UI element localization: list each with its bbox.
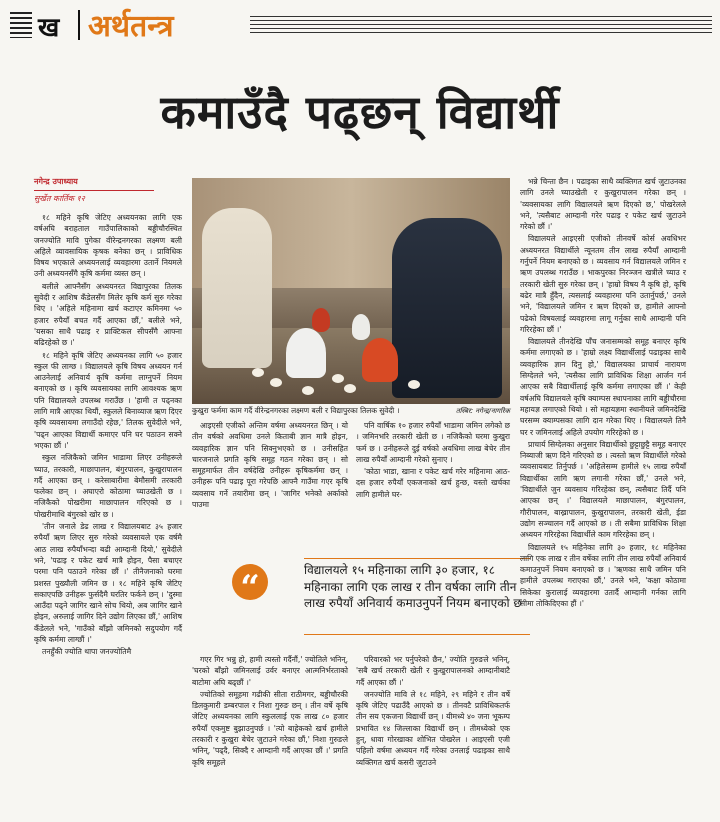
photo-chick bbox=[302, 386, 314, 395]
byline bbox=[34, 176, 154, 205]
col4-paragraph: भन्ने चिन्ता छैन । पढाइका साथै व्यक्तिगत खर्च जुटाउनका लागि उनले च्याउखेती र कुखुरापालन गरेका छन् । 'व्यवसायका लागि विद्यालयले ऋण दिएको छ,' पोखरेलले भने, 'त्यसैबाट आम्दानी गरेर पढाइ र पकेट खर्च जुटाउने गरेको छौं ।' bbox=[520, 177, 686, 232]
photo-chick bbox=[408, 380, 420, 389]
byline-dateline: सुर्खेत कार्तिक १२ bbox=[34, 194, 85, 203]
masthead-kha-logo: ख bbox=[38, 13, 60, 43]
photo-feeder bbox=[362, 338, 398, 382]
col3-paragraph: 'कोठा भाडा, खाना र पकेट खर्च गरेर महिनामा आठ-दस हजार रुपैयाँ एकजनाको खर्च हुन्छ, यस्तो खर्चका लागि हामीले घर- bbox=[356, 467, 510, 499]
col4-paragraph: विद्यालयले तीनदेखि पाँच जनासम्मको समूह बनाएर कृषि कर्ममा लगाएको छ । 'हाम्रो लक्ष्य विद्यार्थीलाई पढाइका साथै व्यवहारिक ज्ञान दिनु हो,' विद्यालयका प्राचार्य नारायण सिग्देलले भने, 'त्यसैका लागि प्राविधिक शिक्षा आर्जन गर्न आएका सबै विद्यार्थीलाई कृषि कर्ममा लगाएका छौं ।' केही वर्षअघि विद्यालयले कृषि क्याम्पस स्थापनाका लागि बड्डीचौरमा महायज्ञ लगाएको थियो । सो महायज्ञमा स्थानीयले जमिनदेखि घरसम्म क्याम्पसका लागि दान गरेका थिए । विद्यालयले तिनै घर र जमिनलाई अहिले उपयोग गरिरहेको छ । bbox=[520, 337, 686, 437]
masthead-lines-ornament bbox=[10, 12, 32, 38]
col4-paragraph: विद्यालयले आइएसी एजीको तीनवर्षे कोर्स अवधिभर अध्ययनरत विद्यार्थीले न्यूनतम तीन लाख रुपैयाँ आम्दानी गर्नुपर्ने नियम बनाएको छ । व्यवसाय गर्न विद्यालयले जमिन र ऋण उपलब्ध गराउँछ । भाकपुरका निरञ्जन खत्रीले च्याउ र तरकारी खेती सुरु गरेका छन् । 'हाम्रो विषय नै कृषि हो, कृषि बढेर मात्रै हुँदैन, त्यसलाई व्यवहारमा पनि उतार्नुपर्छ,' उनले भने, 'विद्यालयले जमिन र ऋण दिएको छ, हामीले आफ्नो पढेको विषयलाई व्यवहारमा लागू गर्नुका साथै आम्दानी पनि गरिरहेका छौं ।' bbox=[520, 234, 686, 334]
article-column-4 bbox=[520, 176, 686, 610]
byline-author: नगेन्द्र उपाध्याय bbox=[34, 177, 78, 186]
article-headline: कमाउँदै पढ्छन् विद्यार्थी bbox=[160, 85, 560, 139]
masthead-divider bbox=[78, 10, 80, 40]
photo-person-left bbox=[202, 208, 272, 368]
photo-feeder bbox=[312, 308, 330, 332]
article-column-1 bbox=[34, 212, 182, 659]
col1-paragraph: स्कुल नजिकैको जमिन भाडामा लिएर उनीहरूले च्याउ, तरकारी, माछापालन, बंगुरपालन, कुखुरापालन गर्दै आएका छन् । करेसाबारीमा बेमौसमी तरकारी फलेका छन् । अघाएरो कोठामा च्याउखेती छ । नजिकैको पोखरीमा माछापालन गरिएको छ । पोखरीमाथि बंगुरको खोर छ । bbox=[34, 453, 182, 519]
col4-paragraph: प्राचार्य सिग्देलका अनुसार विद्यार्थीको छुट्टाछुट्टै समूह बनाएर निब्याजी ऋण दिने गरिएको छ । त्यस्तो ऋण विद्यार्थीले गरेको व्यवसायबाट तिर्नुपर्छ । 'अहिलेसम्म हामीले १५ लाख रुपैयाँ विद्यार्थीका लागि ऋण लगानी गरेका छौं,' उनले भने, 'विद्यार्थीले जुन व्यवसाय गरिरहेका छन्, त्यसैबाट तिर्दै पनि आएका छन् ।' विद्यालयले माछापालन, बंगुरपालन, गौरीपालन, बाख्रापालन, कुखुरापालन, तरकारी खेती, ईडा उद्योग सञ्चालन गर्दै आएको छ । ती सबैमा प्राविधिक शिक्षा अध्ययन गरिरहेका विद्यार्थीले काम गरिरहेका छन् । bbox=[520, 439, 686, 540]
photo-feeder bbox=[286, 328, 326, 378]
col3-paragraph: परिवारको भर पर्नुपरेको छैन,' ज्योति गुरुङले भनिन्, 'सबै खर्च तरकारी खेती र कुखुरापालनको आम्दानीबाटै गर्दै आएका छौं ।' bbox=[356, 655, 510, 687]
masthead bbox=[0, 0, 720, 50]
col1-paragraph: 'तीन जनाले डेढ लाख र विद्यालयबाट ३५ हजार रुपैयाँ ऋण लिएर सुरु गरेको व्यवसायले एक वर्षमै आठ लाख रुपैयाँभन्दा बढी आम्दानी दियो,' सुवेदीले भने, 'पढाइ र पकेट खर्च मात्रै होइन, पैसा बचाएर परमा पनि पठाउने गरेका छौं ।' तीनैजनाको घरमा प्रशस्त पुख्यौली जमिन छ । १८ महिने कृषि जेटिए सकाएपछि उनीहरू फुर्सदैमै घरतिर फर्कने छन् । 'दुस्मा आउँदा पढ्ने जागिर खाने सोच थियो, अब जागिर खाने होइन, अरुलाई जागिर दिने उद्योग लिएका छौं,' आशिष कँडेलले भने, 'गाउँको बाँझो जमिनको सदुपयोग गर्दै कृषि कर्ममा लाग्छौं ।' bbox=[34, 522, 182, 644]
byline-rule bbox=[34, 190, 154, 191]
article-column-3-top bbox=[356, 420, 510, 501]
col2-paragraph: ज्योतिको समूहमा गढीकी सीता राठीमगर, बड्डीचौरकी डिलकुमारी डम्बरपाल र निशा गुरुङ छन् । तीन वर्षे कृषि जेटिए अध्ययनका लागि स्कुललाई एक लाख ८० हजार रुपैयाँ एकमुष्ट बुझाउनुपर्छ । 'त्यो बाहेकको खर्च हामीले तरकारी र कुखुरा बेचेर जुटाउने गरेका छौं,' निशा गुरुङले भनिन्, 'पढ्दै, सिक्दै र आम्दानी गर्दै आएका छौं ।' प्रगति कृषि समूहले bbox=[192, 689, 348, 767]
section-title: अर्थतन्त्र bbox=[88, 9, 174, 44]
col1-paragraph: बलीले आफ्नैसँग अध्ययनरत विद्यापुरका तिलक सुवेदी र आशिष कँडेलसँग मिलेर कृषि कर्म सुरु गरेका थिए । 'अहिले महिनामा खर्च कटाएर कमिनमा ५० हजार रुपैयाँ बचत गर्दै आएका छौं,' बलीले भने, 'यसका साथै पढाइ र प्राक्टिकल सीपसँगै आफ्ना बढिरहेको छ ।' bbox=[34, 281, 182, 348]
photo-chick bbox=[252, 368, 264, 377]
col4-paragraph: विद्यालयले १५ महिनेका लागि ३० हजार, १८ महिनेका लागि एक लाख र तीन वर्षेका लागि तीन लाख रुपैयाँ अनिवार्य कमाउनुपर्ने नियम बनाएको छ । 'ऋणका साथै जमिन पनि हामीले उपलब्ध गराएका छौं,' उनले भने, 'कक्षा कोठामा सिकेका कुरालाई व्यवहारमा उतार्दै आम्दानी गर्नका लागि सीमा तोकिदिएका हौं ।' bbox=[520, 542, 686, 608]
col2-paragraph: आइएसी एजीको अन्तिम वर्षमा अध्ययनरत छिन् । यो तीन वर्षको अवधिमा उनले किताबी ज्ञान मात्रै होइन, व्यवहारिक ज्ञान पनि सिक्नुभएको छ । उनीसहित चारजनाले प्रगति कृषि समूह गठन गरेका छन् । सो समूहमार्फत तीन वर्षदेखि उनीहरू कृषिकर्ममा छन् । उनीहरू पनि पढाइ पूरा गरेपछि आफ्नै गाउँमा गएर कृषि व्यवसाय गर्ने तयारीमा छन् । 'जागिर भनेको अर्काको पाउमा bbox=[192, 421, 348, 510]
col1-paragraph: १८ महिने कृषि जेटिए अध्ययनका लागि एक वर्षअघि बराहताल गाउँपालिकाको बड्डीचौरस्थित जनज्योति मावि पुगेका वीरेन्द्रनगरका लक्ष्मण बली अहिले व्यावसायिक कृषक बनेका छन् । प्राविधिक विषय भएकाले अध्ययनलाई व्यवहारमा उतार्ने नियमले उनी अध्ययनसँगै कृषि कर्ममा व्यस्त छन् । bbox=[34, 213, 182, 279]
photo-chick bbox=[344, 384, 356, 393]
photo-caption bbox=[192, 406, 510, 416]
article-column-2-top bbox=[192, 420, 348, 511]
pull-quote-top-rule bbox=[304, 558, 530, 559]
pull-quote-text: विद्यालयले १५ महिनाका लागि ३० हजार, १८ महिनाका लागि एक लाख र तीन वर्षका लागि तीन लाख रुपैयाँ अनिवार्य कमाउनुपर्ने नियम बनाएको छ bbox=[304, 563, 522, 610]
quote-mark-icon: “ bbox=[232, 564, 268, 600]
photo-chick bbox=[270, 378, 282, 387]
article-photo bbox=[192, 178, 510, 404]
col1-paragraph: तनहुँकी ज्योति थापा जनज्योतिमै bbox=[42, 647, 132, 657]
photo-chick bbox=[332, 374, 344, 383]
pull-quote-bottom-rule bbox=[304, 634, 530, 635]
photo-feeder bbox=[352, 314, 370, 340]
col1-paragraph: १८ महिने कृषि जेटिए अध्ययनका लागि ५० हजार स्कुल फी लाग्छ । विद्यालयले कृषि विषय अध्ययन गर्न आउनेलाई अनिवार्य कृषि कर्ममा लाग्नुपर्ने नियम बनाएको छ । कृषि व्यवसायका लागि आवश्यक ऋण पनि विद्यालयले उपलब्ध गराउँछ । 'हामी त पढ्नका लागि मात्रै आएका थियौं, स्कुलले बिनाव्याज ऋण दिएर कृषि व्यवसायमा लगाउँदो रहेछ,' तिलक सुवेदीले भने, 'पढ्न आएका विद्यार्थी कमाएर पनि घर पठाउन सक्ने भएका छौं ।' bbox=[34, 350, 182, 450]
photo-caption-text: कुखुरा फर्ममा काम गर्दै वीरेन्द्रनगरका लक्ष्मण बली र विद्यापुरका तिलक सुवेदी । bbox=[192, 406, 400, 415]
masthead-rule bbox=[250, 16, 712, 36]
article-column-2-bottom bbox=[192, 654, 348, 769]
col3-paragraph: पनि वार्षिक १० हजार रुपैयाँ भाडामा जमिन लगेको छ । जमिनभरि तरकारी खेती छ । नजिकैको घरमा कुखुरा फर्म छ । उनीहरूले दुई वर्षको अवधिमा लाख बेचेर तीन लाख रुपैयाँ आम्दानी गरेको सुनाए । bbox=[356, 421, 510, 464]
photo-credit: तस्बिर: नगेन्द्र/नागरिक bbox=[455, 407, 510, 415]
photo-person-right bbox=[392, 218, 502, 398]
col2-paragraph: गएर गिर भन्नु हो, हामी त्यस्तो गर्दैनौं,' ज्योतिले भनिन्, 'घरको बाँझो जमिनलाई उर्वर बनाएर आत्मनिर्भरताको बाटोमा अघि बढ्छौं ।' bbox=[192, 655, 348, 687]
pull-quote bbox=[232, 562, 530, 646]
article-column-3-bottom bbox=[356, 654, 510, 769]
col3-paragraph: जनज्योति मावि ले १८ महिने, २९ महिने र तीन वर्षे कृषि जेटिए पढाउँदै आएको छ । तीनवटै प्राविधिकतर्फ तीन सय एकजना विद्यार्थी छन् । यीमध्ये ४० जना भूकम्प प्रभावित १४ जिल्लाका विद्यार्थी छन् । तीमध्येको एक हुन्, धावा गोरखाका शोभित पोखरेल । आइएसी एजी पहिलो वर्षमा अध्ययन गर्दै गरेका उनलाई पढाइका साथै व्यक्तिगत खर्च कसरी जुटाउने bbox=[356, 689, 510, 767]
